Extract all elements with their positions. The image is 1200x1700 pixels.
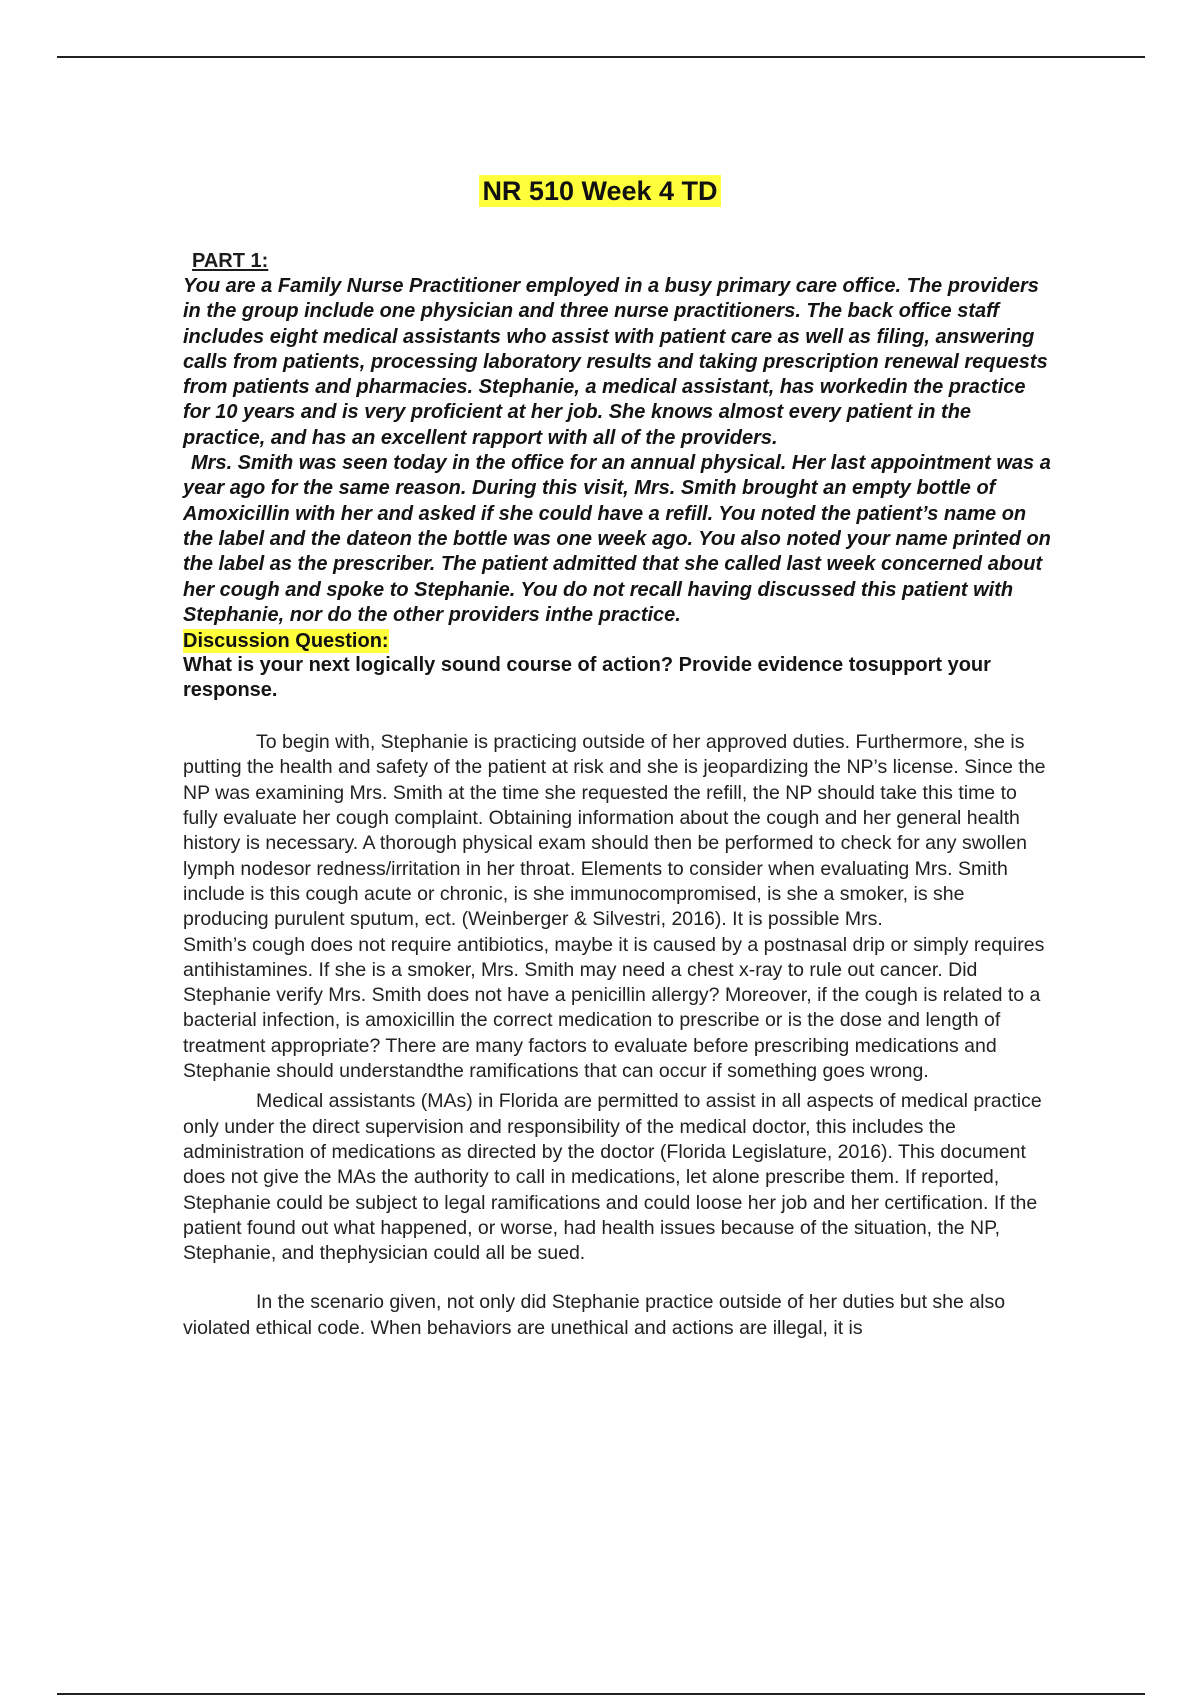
spacer [183,1266,1051,1290]
discussion-question-text: What is your next logically sound course of action? Provide evidence tosupport your response. [183,654,991,702]
top-rule [57,56,1145,58]
scenario-paragraph-2: Mrs. Smith was seen today in the office for an annual physical. Her last appointment was a year ago for the same reason. During this visit, Mrs. Smith brought an empty bottle of Amoxicillin with her and asked if she could have a refill. You noted the patient’s name on the label and the dateon the bottle was one week ago. You also noted your name printed on the label as the prescriber. The patient admitted that she called last week concerned about her cough and spoke to Stephanie. You do not recall having discussed this patient with Stephanie, nor do the other providers inthe practice. [183,452,1051,626]
part-label: PART 1: [192,250,269,272]
answer-paragraph-1: To begin with, Stephanie is practicing outside of her approved duties. Furthermore, she is putting the health and safety of the patient at risk and she is jeopardizing the NP’s license. Since the NP was examining Mrs. Smith at the time she requested the refill, the NP should take this time to fully evaluate her cough complaint. Obtaining information about the cough and her general health history is necessary. A thorough physical exam should then be performed to check for any swollen lymph nodesor redness/irritation in her throat. Elements to consider when evaluating Mrs. Smith include is this cough acute or chronic, is she immunocompromised, is she a smoker, is she producing purulent sputum, ect. (Weinberger & Silvestri, 2016). It is possible Mrs. [183,731,1046,931]
answer-paragraph-4: In the scenario given, not only did Stephanie practice outside of her duties but she also violated ethical code. When behaviors are unethical and actions are illegal, it is [183,1291,1006,1339]
bottom-rule [57,1693,1145,1695]
answer-paragraph-3: Medical assistants (MAs) in Florida are permitted to assist in all aspects of medical practice only under the direct supervision and responsibility of the medical doctor, this includes the administration of medications as directed by the doctor (Florida Legislature, 2016). This document does not give the MAs the authority to call in medications, let alone prescribe them. If reported, Stephanie could be subject to legal ramifications and could loose her job and her certification. If the patient found out what happened, or worse, had health issues because of the situation, the NP, Stephanie, and thephysician could all be sued. [183,1090,1042,1265]
document-body [183,249,1051,1341]
title-container [0,175,1200,207]
discussion-question-label: Discussion Question: [183,630,389,653]
scenario-paragraph-1: You are a Family Nurse Practitioner employed in a busy primary care office. The providers in the group include one physician and three nurse practitioners. The back office staff includes eight medical assistants who assist with patient care as well as filing, answering calls from patients, processing laboratory results and taking prescription renewal requests from patients and pharmacies. Stephanie, a medical assistant, has workedin the practice for 10 years and is very proficient at her job. She knows almost every patient in the practice, and has an excellent rapport with all of the providers. [183,275,1048,449]
document-title: NR 510 Week 4 TD [479,175,720,207]
answer-paragraph-2: Smith’s cough does not require antibiotics, maybe it is caused by a postnasal drip or simply requires antihistamines. If she is a smoker, Mrs. Smith may need a chest x-ray to rule out cancer. Did Stephanie verify Mrs. Smith does not have a penicillin allergy? Moreover, if the cough is related to a bacterial infection, is amoxicillin the correct medication to prescribe or is the dose and length of treatment appropriate? There are many factors to evaluate before prescribing medications and Stephanie should understandthe ramifications that can occur if something goes wrong. [183,933,1045,1083]
spacer [183,703,1051,730]
